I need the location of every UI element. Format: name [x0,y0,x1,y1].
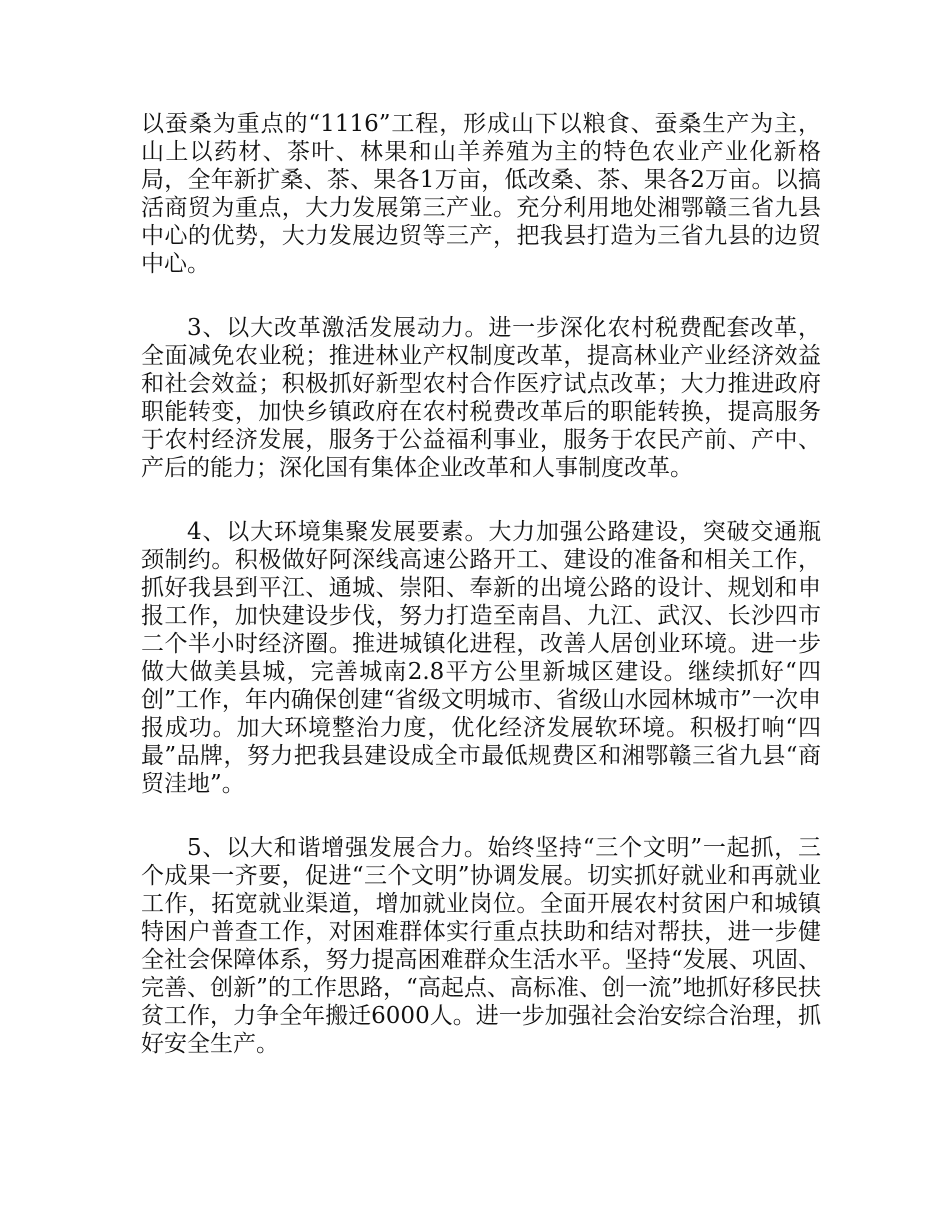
paragraph-continuation: 以蚕桑为重点的“1116”工程，形成山下以粮食、蚕桑生产为主，山上以药材、茶叶、林果和山羊养殖为主的特色农业产业化新格局，全年新扩桑、茶、果各1万亩，低改桑、茶、果各2万亩。以搞活商贸为重点，大力发展第三产业。充分利用地处湘鄂赣三省九县中心的优势，大力发展边贸等三产，把我县打造为三省九县的边贸中心。 [141,111,821,277]
paragraph-item-4: 4、以大环境集聚发展要素。大力加强公路建设，突破交通瓶颈制约。积极做好阿深线高速公路开工、建设的准备和相关工作，抓好我县到平江、通城、崇阳、奉新的出境公路的设计、规划和申报工作，加快建设步伐，努力打造至南昌、九江、武汉、长沙四市二个半小时经济圈。推进城镇化进程，改善人居创业环境。进一步做大做美县城，完善城南2.8平方公里新城区建设。继续抓好“四创”工作，年内确保创建“省级文明城市、省级山水园林城市”一次申报成功。加大环境整治力度，优化经济发展软环境。积极打响“四最”品牌，努力把我县建设成全市最低规费区和湘鄂赣三省九县“商贸洼地”。 [141,519,821,797]
document-page [141,110,821,1058]
paragraph-item-5: 5、以大和谐增强发展合力。始终坚持“三个文明”一起抓，三个成果一齐要，促进“三个文明”协调发展。切实抓好就业和再就业工作，拓宽就业渠道，增加就业岗位。全面开展农村贫困户和城镇特困户普查工作，对困难群体实行重点扶助和结对帮扶，进一步健全社会保障体系，努力提高困难群众生活水平。坚持“发展、巩固、完善、创新”的工作思路，“高起点、高标准、创一流”地抓好移民扶贫工作，力争全年搬迁6000人。进一步加强社会治安综合治理，抓好安全生产。 [141,835,821,1057]
paragraph-item-3: 3、以大改革激活发展动力。进一步深化农村税费配套改革，全面减免农业税；推进林业产权制度改革，提高林业产业经济效益和社会效益；积极抓好新型农村合作医疗试点改革；大力推进政府职能转变，加快乡镇政府在农村税费改革后的职能转换，提高服务于农村经济发展，服务于公益福利事业，服务于农民产前、产中、产后的能力；深化国有集体企业改革和人事制度改革。 [141,315,821,481]
